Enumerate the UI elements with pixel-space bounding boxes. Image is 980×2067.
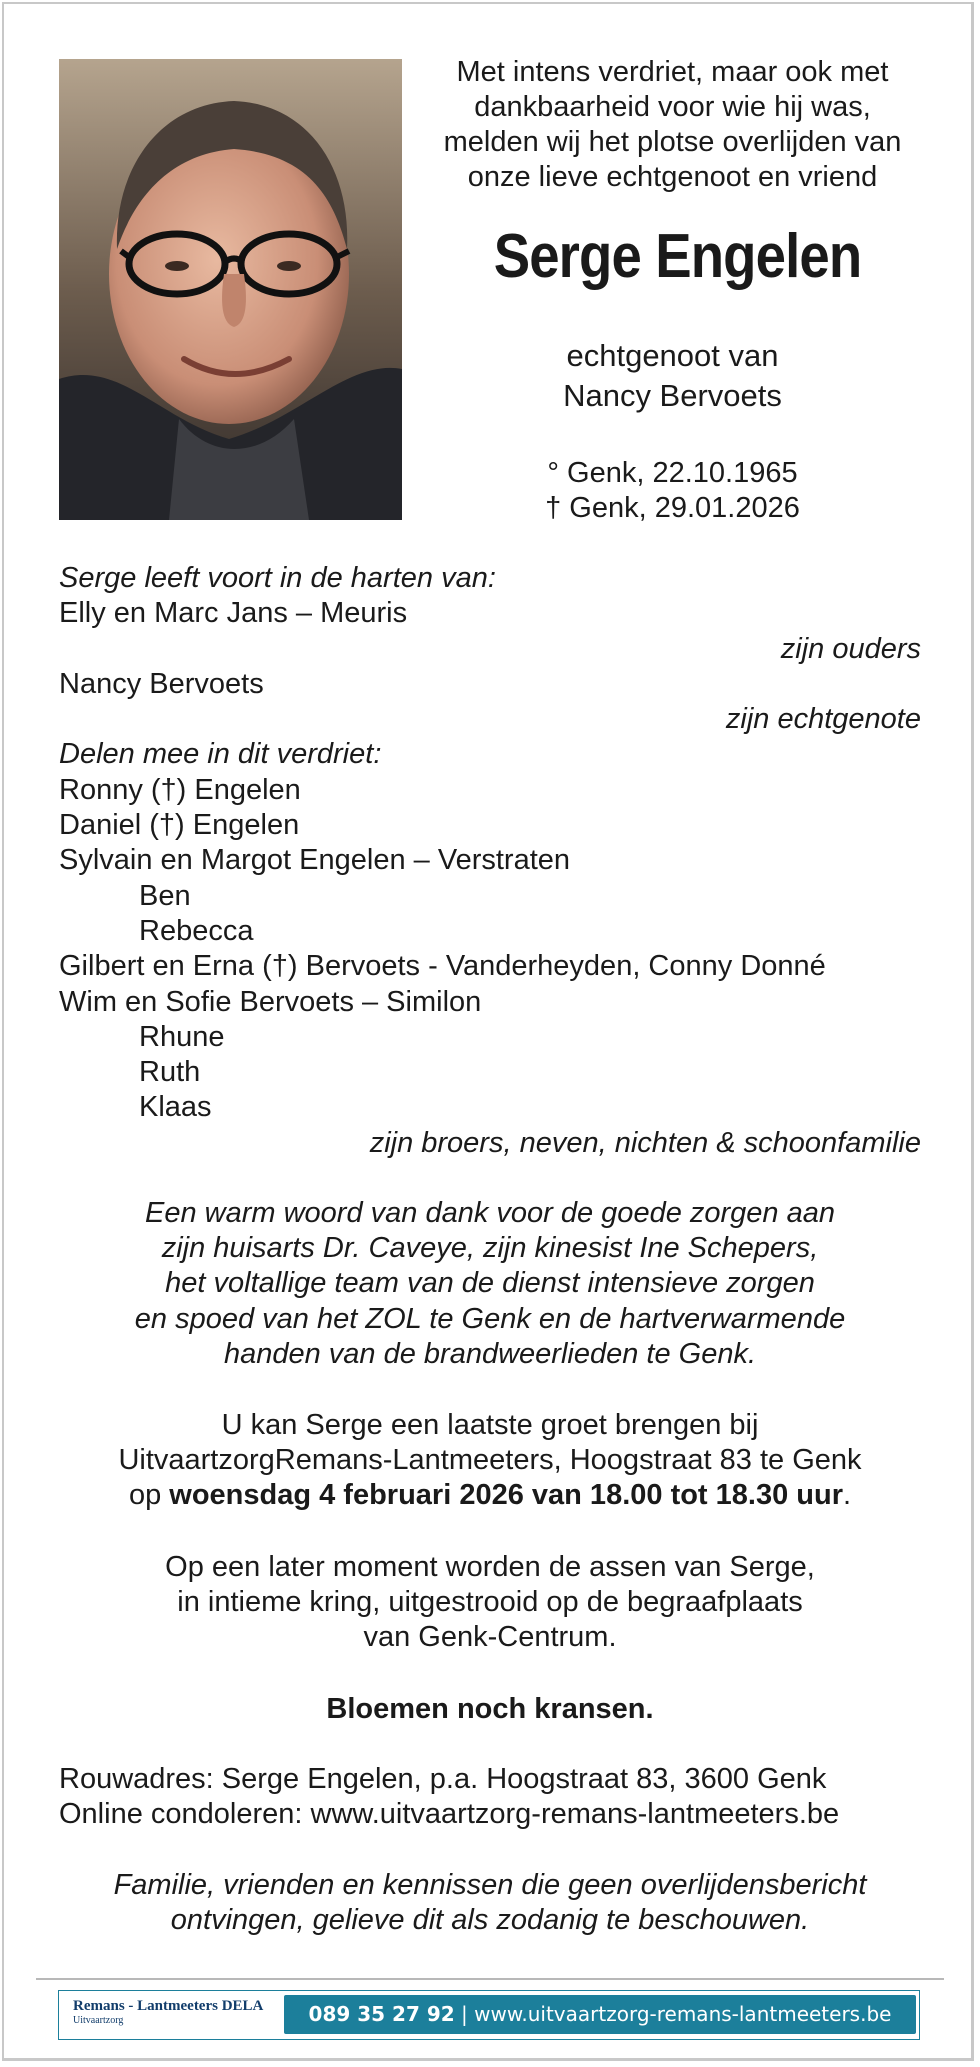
- visit-prefix: op: [128, 1479, 170, 1512]
- intro-line: Met intens verdriet, maar ook met: [456, 56, 889, 88]
- thanks-paragraph: [40, 1196, 940, 1372]
- phone-number[interactable]: 089 35 27 92: [308, 2002, 455, 2026]
- brand-name: Remans - Lantmeeters: [73, 1998, 218, 2014]
- relative-entry: Rebecca: [139, 914, 254, 947]
- thanks-line: en spoed van het ZOL te Genk en de hartverwarmende: [134, 1302, 846, 1335]
- brand-mark: DELA: [221, 1998, 264, 2014]
- share-heading: Delen mee in dit verdriet:: [59, 738, 382, 771]
- bar-separator: |: [461, 2002, 468, 2026]
- intro-line: onze lieve echtgenoot en vriend: [467, 161, 878, 193]
- mourning-address: Rouwadres: Serge Engelen, p.a. Hoogstraat 83, 3600 Genk: [59, 1763, 827, 1795]
- visit-line: [40, 1478, 940, 1513]
- ashes-paragraph: [40, 1550, 940, 1656]
- flowers-notice: Bloemen noch kransen.: [326, 1693, 654, 1725]
- deceased-name: Serge Engelen: [493, 222, 862, 291]
- birth-date: ° Genk, 22.10.1965: [547, 457, 798, 489]
- relative-entry: Ruth: [139, 1056, 201, 1089]
- relative-entry: Sylvain en Margot Engelen – Verstraten: [59, 844, 571, 877]
- spouse-label: echtgenoot van: [566, 338, 779, 373]
- contact-bar: [284, 1995, 916, 2034]
- spouse-block: [410, 336, 935, 416]
- ashes-line: in intieme kring, uitgestrooid op de begraafplaats: [177, 1586, 803, 1619]
- thanks-line: Een warm woord van dank voor de goede zorgen aan: [145, 1197, 835, 1229]
- thanks-line: zijn huisarts Dr. Caveye, zijn kinesist Ine Schepers,: [161, 1232, 819, 1265]
- intro-line: melden wij het plotse overlijden van: [443, 126, 902, 158]
- footer-divider: [36, 1978, 944, 1980]
- funeral-home-banner: [58, 1990, 920, 2040]
- disclaimer-paragraph: [40, 1868, 940, 1938]
- visit-line: UitvaartzorgRemans-Lantmeeters, Hoogstraat 83 te Genk: [118, 1444, 862, 1477]
- disclaimer-line: Familie, vrienden en kennissen die geen overlijdensbericht: [113, 1869, 867, 1901]
- thanks-line: het voltallige team van de dienst intensieve zorgen: [165, 1267, 815, 1300]
- online-condolences: Online condoleren: www.uitvaartzorg-remans-lantmeeters.be: [59, 1798, 840, 1830]
- thanks-line: handen van de brandweerlieden te Genk.: [223, 1337, 757, 1370]
- spouse-role: zijn echtgenote: [725, 703, 921, 736]
- intro-text: [410, 55, 935, 195]
- relative-entry: Wim en Sofie Bervoets – Similon: [59, 985, 482, 1018]
- relative-entry: Klaas: [139, 1091, 212, 1124]
- visit-line: U kan Serge een laatste groet brengen bij: [221, 1409, 759, 1441]
- relative-entry: Ben: [139, 879, 191, 912]
- spouse-name: Nancy Bervoets: [563, 378, 782, 413]
- death-date: † Genk, 29.01.2026: [545, 492, 800, 524]
- website-link[interactable]: www.uitvaartzorg-remans-lantmeeters.be: [474, 2002, 892, 2026]
- life-dates: [410, 456, 935, 526]
- portrait-illustration: [59, 59, 402, 520]
- intro-line: dankbaarheid voor wie hij was,: [474, 91, 871, 123]
- relative-entry: Rhune: [139, 1020, 225, 1053]
- ashes-line: Op een later moment worden de assen van Serge,: [165, 1551, 815, 1583]
- family-list: [59, 561, 921, 1161]
- disclaimer-line: ontvingen, gelieve dit als zodanig te beschouwen.: [170, 1904, 810, 1937]
- brand-subtitle: Uitvaartzorg: [73, 2015, 124, 2026]
- ashes-line: van Genk-Centrum.: [363, 1621, 617, 1654]
- parents-role: zijn ouders: [780, 632, 921, 665]
- survived-heading: Serge leeft voort in de harten van:: [59, 562, 496, 594]
- contact-info: [59, 1762, 939, 1832]
- relative-entry: Ronny (†) Engelen: [59, 773, 301, 806]
- relatives-role: zijn broers, neven, nichten & schoonfamilie: [369, 1126, 921, 1159]
- visit-suffix: .: [843, 1479, 852, 1512]
- parents-names: Elly en Marc Jans – Meuris: [59, 597, 408, 630]
- relative-entry: Gilbert en Erna (†) Bervoets - Vanderheyden, Conny Donné: [59, 950, 826, 983]
- visitation-paragraph: [40, 1408, 940, 1514]
- portrait-photo: [59, 59, 402, 520]
- relative-entry: Daniel (†) Engelen: [59, 809, 300, 842]
- spouse-entry: Nancy Bervoets: [59, 667, 264, 700]
- visit-datetime: woensdag 4 februari 2026 van 18.00 tot 18.30 uur: [169, 1479, 843, 1512]
